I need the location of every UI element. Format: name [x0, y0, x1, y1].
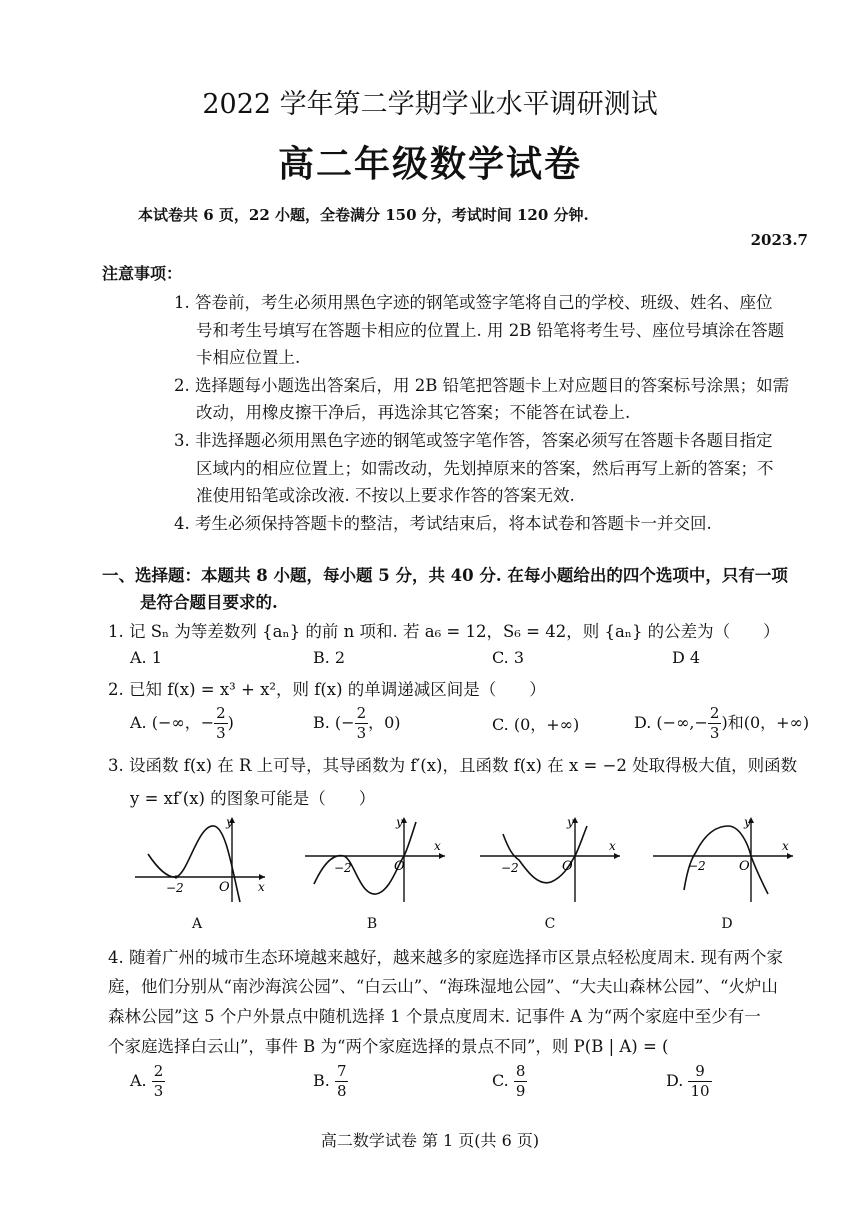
notice-4-line-1: 4. 考生必须保持答题卡的整洁，考试结束后，将本试卷和答题卡一并交回.: [174, 514, 712, 533]
q1-option-c: C. 3: [492, 648, 525, 667]
fraction: $\frac{2}{3}$: [216, 704, 226, 742]
exam-info: 本试卷共 6 页，22 小题，全卷满分 150 分，考试时间 120 分钟.: [138, 206, 589, 224]
question-4-line-3: 森林公园”这 5 个户外景点中随机选择 1 个景点度周末. 记事件 A 为“两个家庭中至少有一: [108, 1007, 761, 1026]
graph-d-label: D: [721, 916, 733, 932]
question-3-line-1: 3. 设函数 f(x) 在 R 上可导，其导函数为 f′(x)，且函数 f(x) 在 x = −2 处取得极大值，则函数: [108, 756, 798, 775]
question-4-line-2: 庭，他们分别从“南沙海滨公园”、“白云山”、“海珠湿地公园”、“大夫山森林公园”、“火炉山: [108, 977, 778, 996]
notice-3-line-2: 区域内的相应位置上；如需改动，先划掉原来的答案，然后再写上新的答案；不: [196, 459, 774, 478]
svg-text:O: O: [219, 880, 230, 895]
notice-1-line-3: 卡相应位置上.: [196, 348, 301, 367]
question-2: 2. 已知 f(x) = x³ + x²，则 f(x) 的单调递减区间是（ ）: [108, 680, 546, 699]
notice-1-line-2: 号和考生号填写在答题卡相应的位置上. 用 2B 铅笔将考生号、座位号填涂在答题: [196, 321, 785, 340]
q4-option-b: B. $\frac{7}{8}$: [313, 1062, 347, 1100]
svg-text:y: y: [744, 815, 751, 829]
exam-title: 2022 学年第二学期学业水平调研测试: [202, 89, 658, 120]
notice-3-line-3: 准使用铅笔或涂改液. 不按以上要求作答的答案无效.: [196, 486, 575, 505]
svg-text:−2: −2: [501, 861, 519, 875]
svg-text:y: y: [396, 815, 403, 829]
q4-option-d: D. $\frac{9}{10}$: [666, 1062, 710, 1100]
fraction: $\frac{8}{9}$: [515, 1062, 526, 1100]
svg-text:y: y: [226, 815, 233, 829]
fraction: $\frac{2}{3}$: [356, 704, 367, 742]
notice-heading: 注意事项：: [102, 264, 183, 283]
svg-text:−2: −2: [688, 859, 706, 873]
svg-text:x: x: [434, 839, 441, 853]
exam-date: 2023.7: [750, 231, 808, 249]
q1-option-a: A. 1: [130, 648, 162, 667]
graph-b-label: B: [366, 916, 378, 932]
svg-text:x: x: [258, 880, 265, 894]
notice-3-line-1: 3. 非选择题必须用黑色字迹的钢笔或签字笔作答，答案必须写在答题卡各题目指定: [174, 431, 773, 450]
svg-text:x: x: [609, 839, 616, 853]
q2-option-c: C. (0，+∞): [492, 715, 580, 734]
fraction: $\frac{2}{3}$: [153, 1062, 164, 1100]
q4-option-c: C. $\frac{8}{9}$: [492, 1062, 526, 1100]
svg-text:−2: −2: [334, 861, 352, 875]
page-footer: 高二数学试卷 第 1 页(共 6 页): [320, 1131, 540, 1150]
svg-text:y: y: [567, 815, 574, 829]
question-4-line-4: 个家庭选择白云山”，事件 B 为“两个家庭选择的景点不同”，则 P(B | A) = (: [108, 1037, 669, 1056]
svg-text:O: O: [562, 859, 573, 874]
notice-2-line-1: 2. 选择题每小题选出答案后，用 2B 铅笔把答题卡上对应题目的答案标号涂黑；如需: [174, 376, 790, 395]
svg-text:O: O: [739, 859, 750, 874]
notice-1-line-1: 1. 答卷前，考生必须用黑色字迹的钢笔或签字笔将自己的学校、班级、姓名、座位: [174, 293, 773, 312]
question-4-line-1: 4. 随着广州的城市生态环境越来越好，越来越多的家庭选择市区景点轻松度周末. 现有两个家: [108, 948, 783, 967]
svg-text:x: x: [782, 839, 789, 853]
section-1-heading-2: 是符合题目要求的.: [140, 593, 278, 612]
graph-a: [130, 814, 270, 904]
question-1: 1. 记 Sₙ 为等差数列 {aₙ} 的前 n 项和. 若 a₆ = 12，S₆ = 42，则 {aₙ} 的公差为（ ）: [108, 622, 780, 641]
graph-a-label: A: [191, 916, 203, 932]
graph-b: [300, 814, 450, 904]
notice-2-line-2: 改动，用橡皮擦干净后，再选涂其它答案；不能答在试卷上.: [196, 403, 631, 422]
svg-text:O: O: [394, 859, 405, 874]
q4-option-a: A. $\frac{2}{3}$: [130, 1062, 164, 1100]
fraction: $\frac{7}{8}$: [336, 1062, 347, 1100]
q2-option-a: A. (−∞，− $\frac{2}{3}$ ): [130, 704, 234, 742]
section-1-heading: 一、选择题：本题共 8 小题，每小题 5 分，共 40 分. 在每小题给出的四个选项中，只有一项: [102, 566, 788, 585]
graph-c: [475, 814, 625, 904]
graph-c-label: C: [544, 916, 556, 932]
q1-option-b: B. 2: [313, 648, 346, 667]
exam-subtitle: 高二年级数学试卷: [277, 143, 582, 185]
svg-text:−2: −2: [166, 881, 184, 895]
q2-option-d: D. (−∞,− $\frac{2}{3}$ )和(0，+∞): [634, 704, 810, 742]
question-3-line-2: y = xf′(x) 的图象可能是（ ）: [130, 789, 376, 808]
q2-option-b: B. (− $\frac{2}{3}$ ，0): [313, 704, 401, 742]
graph-d: [648, 814, 798, 904]
q1-option-d: D 4: [672, 648, 701, 667]
fraction: $\frac{2}{3}$: [709, 704, 720, 742]
fraction: $\frac{9}{10}$: [690, 1062, 710, 1100]
